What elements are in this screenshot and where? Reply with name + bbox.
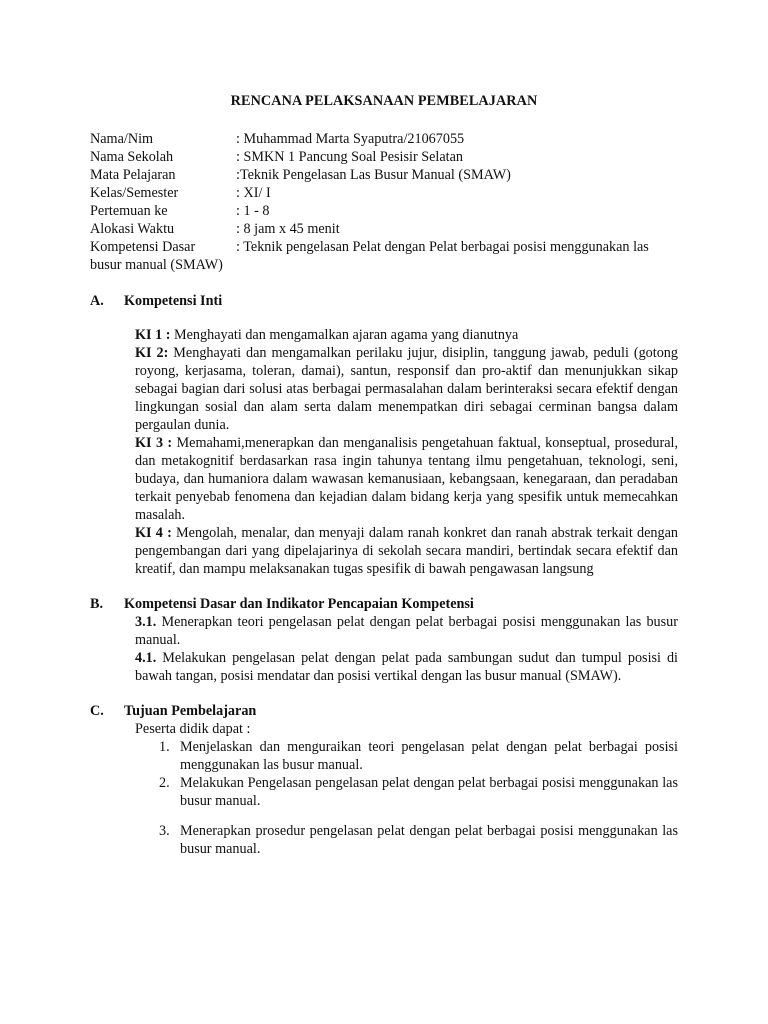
list-item [159,738,678,774]
kompetensi-dasar-list [135,613,678,685]
section-a-heading [90,292,678,310]
identity-value: : Teknik pengelasan Pelat dengan Pelat berbagai posisi menggunakan las [236,239,649,255]
kd-text: Melakukan pengelasan pelat dengan pelat pada sambungan sudut dan tumpul posisi di bawah tangan, posisi mendatar dan posisi vertikal dengan las busur manual (SMAW). [135,650,678,684]
ki-text: Menghayati dan mengamalkan perilaku jujur, disiplin, tanggung jawab, peduli (gotong royong, kerjasama, toleran, damai), santun, responsif dan pro-aktif dan menunjukkan sikap sebagai bagian dari solusi atas berbagai permasalahan dalam berinteraksi secara efektif dengan lingkungan sosial dan alam serta dalam menempatkan diri sebagai cerminan bangsa dalam pergaulan dunia. [135,345,678,433]
ki-label: KI 2: [135,345,169,361]
ki-item [135,344,678,434]
identity-row-kelas-semester [90,184,678,202]
identity-key: Nama Sekolah [90,149,174,165]
identity-key: Kompetensi Dasar [90,239,196,255]
kd-item [135,649,678,685]
section-c-heading [90,702,678,720]
objective-number: 2. [159,775,170,791]
ki-label: KI 3 : [135,435,173,451]
ki-text: Memahami,menerapkan dan menganalisis pengetahuan faktual, konseptual, prosedural, dan metakognitif berdasarkan rasa ingin tahunya tentang ilmu pengetahuan, teknologi, seni, budaya, dan humaniora dalam wawasan kemanusiaan, kebangsaan, kenegaraan, dan peradaban terkait penyebab fenomena dan kejadian dalam bidang kerja yang spesifik untuk memecahkan masalah. [135,435,678,523]
identity-value: : 8 jam x 45 menit [236,221,340,237]
identity-key: Kelas/Semester [90,185,179,201]
section-letter: C. [90,703,104,719]
section-heading-text: Kompetensi Inti [124,293,223,309]
objective-text: Melakukan Pengelasan pengelasan pelat dengan pelat berbagai posisi menggunakan las busur manual. [180,775,678,809]
identity-kompetensi-dasar-continuation: busur manual (SMAW) [90,257,223,273]
ki-item [135,524,678,578]
objective-number: 3. [159,823,170,839]
list-item [159,822,678,858]
kd-text: Menerapkan teori pengelasan pelat dengan pelat berbagai posisi menggunakan las busur manual. [135,614,678,648]
document-page [90,92,678,858]
kompetensi-inti-list [135,326,678,578]
identity-row-pertemuan [90,202,678,220]
identity-value: :Teknik Pengelasan Las Busur Manual (SMAW) [236,167,511,183]
identity-key: Alokasi Waktu [90,221,175,237]
section-heading-text: Kompetensi Dasar dan Indikator Pencapaian Kompetensi [124,596,474,612]
identity-block [90,130,678,274]
identity-key: Pertemuan ke [90,203,168,219]
tujuan-intro: Peserta didik dapat : [135,721,251,737]
ki-text: Menghayati dan mengamalkan ajaran agama yang dianutnya [170,327,519,343]
section-letter: A. [90,293,104,309]
identity-value: : Muhammad Marta Syaputra/21067055 [236,131,465,147]
objective-text: Menerapkan prosedur pengelasan pelat dengan pelat berbagai posisi menggunakan las busur manual. [180,823,678,857]
objective-text: Menjelaskan dan menguraikan teori pengelasan pelat dengan pelat berbagai posisi menggunakan las busur manual. [180,739,678,773]
kd-number: 3.1. [135,614,157,630]
identity-row-mata-pelajaran [90,166,678,184]
identity-value: : 1 - 8 [236,203,270,219]
identity-row-alokasi-waktu [90,220,678,238]
identity-value: : SMKN 1 Pancung Soal Pesisir Selatan [236,149,463,165]
identity-row-nama-nim [90,130,678,148]
kd-item [135,613,678,649]
kd-number: 4.1. [135,650,157,666]
identity-key: Mata Pelajaran [90,167,176,183]
section-heading-text: Tujuan Pembelajaran [124,703,257,719]
document-title: RENCANA PELAKSANAAN PEMBELAJARAN [230,93,538,109]
objective-number: 1. [159,739,170,755]
ki-item [135,434,678,524]
identity-key: Nama/Nim [90,131,154,147]
section-letter: B. [90,596,104,612]
ki-label: KI 1 : [135,327,171,343]
identity-value: : XI/ I [236,185,271,201]
section-b-heading [90,595,678,613]
tujuan-block [135,720,678,858]
objective-list [135,738,678,858]
list-item [159,774,678,810]
identity-row-kompetensi-dasar [90,238,678,256]
ki-text: Mengolah, menalar, dan menyaji dalam ranah konkret dan ranah abstrak terkait dengan pengembangan dari yang dipelajarinya di sekolah secara mandiri, bertindak secara efektif dan kreatif, dan mampu melaksanakan tugas spesifik di bawah pengawasan langsung [135,525,678,577]
ki-item [135,326,678,344]
ki-label: KI 4 : [135,525,172,541]
identity-row-nama-sekolah [90,148,678,166]
